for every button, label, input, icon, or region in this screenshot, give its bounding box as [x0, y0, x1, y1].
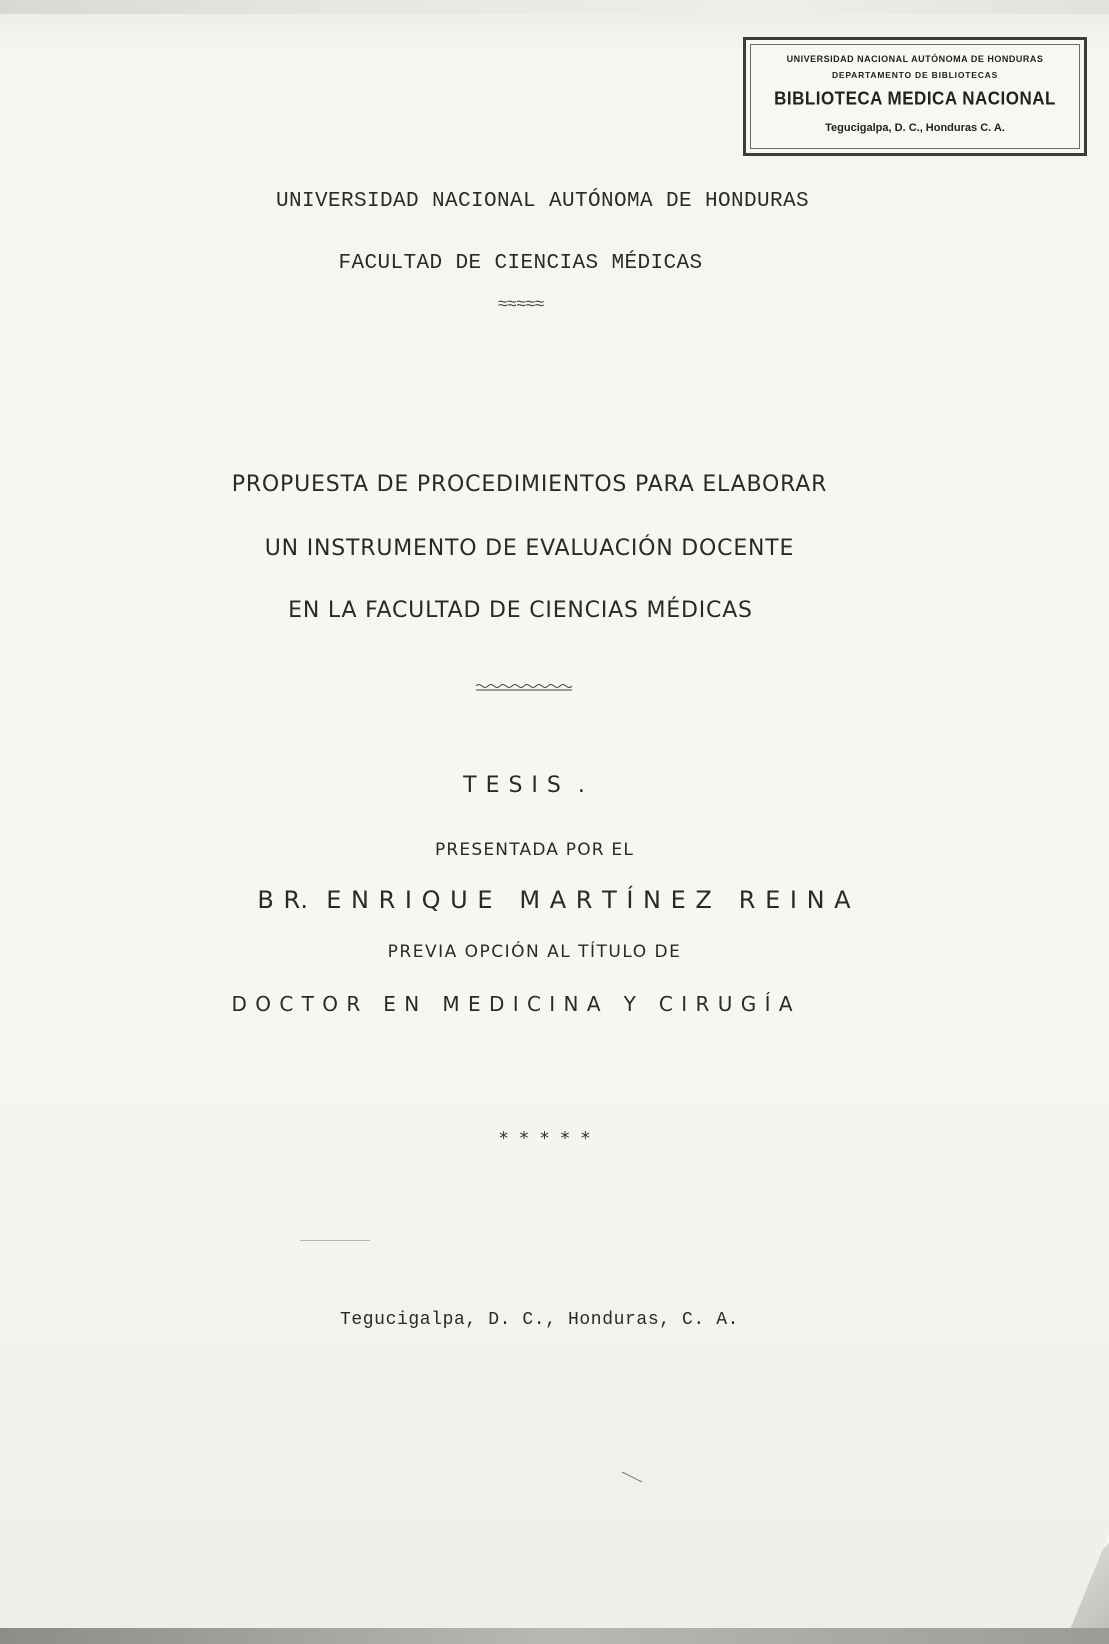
- author-name: B R. E N R I Q U E M A R T Í N E Z R E I N A: [257, 886, 852, 914]
- degree-prefix: PREVIA OPCIÓN AL TÍTULO DE: [387, 942, 682, 962]
- presented-by: PRESENTADA POR EL: [434, 840, 635, 860]
- stamp-university: UNIVERSIDAD NACIONAL AUTÓNOMA DE HONDURAS: [786, 54, 1044, 64]
- thesis-title-line-3: EN LA FACULTAD DE CIENCIAS MÉDICAS: [288, 598, 753, 623]
- stamp-library-name: BIBLIOTECA MEDICA NACIONAL: [774, 88, 1056, 109]
- thesis-title-line-1: PROPUESTA DE PROCEDIMIENTOS PARA ELABORAR: [231, 472, 828, 497]
- scan-bottom-edge: [0, 1628, 1109, 1644]
- stray-pen-mark: [620, 1470, 650, 1484]
- star-separator: * * * * *: [499, 1128, 590, 1149]
- degree-title: D O C T O R E N M E D I C I N A Y C I R U G Í A: [231, 992, 794, 1016]
- stamp-location: Tegucigalpa, D. C., Honduras C. A.: [825, 122, 1005, 134]
- library-stamp: [743, 37, 1087, 156]
- place-line: Tegucigalpa, D. C., Honduras, C. A.: [339, 1310, 740, 1330]
- university-name: UNIVERSIDAD NACIONAL AUTÓNOMA DE HONDURAS: [275, 190, 810, 213]
- thesis-label: T E S I S .: [463, 773, 586, 798]
- faculty-name: FACULTAD DE CIENCIAS MÉDICAS: [338, 252, 703, 275]
- scan-top-edge: [0, 0, 1109, 14]
- wavy-divider: [476, 683, 572, 691]
- thesis-title-line-2: UN INSTRUMENTO DE EVALUACIÓN DOCENTE: [264, 536, 795, 561]
- ornament-divider: ≈≈≈≈≈: [497, 296, 544, 315]
- faint-dash-mark: [300, 1240, 370, 1241]
- stamp-department: DEPARTAMENTO DE BIBLIOTECAS: [831, 70, 999, 80]
